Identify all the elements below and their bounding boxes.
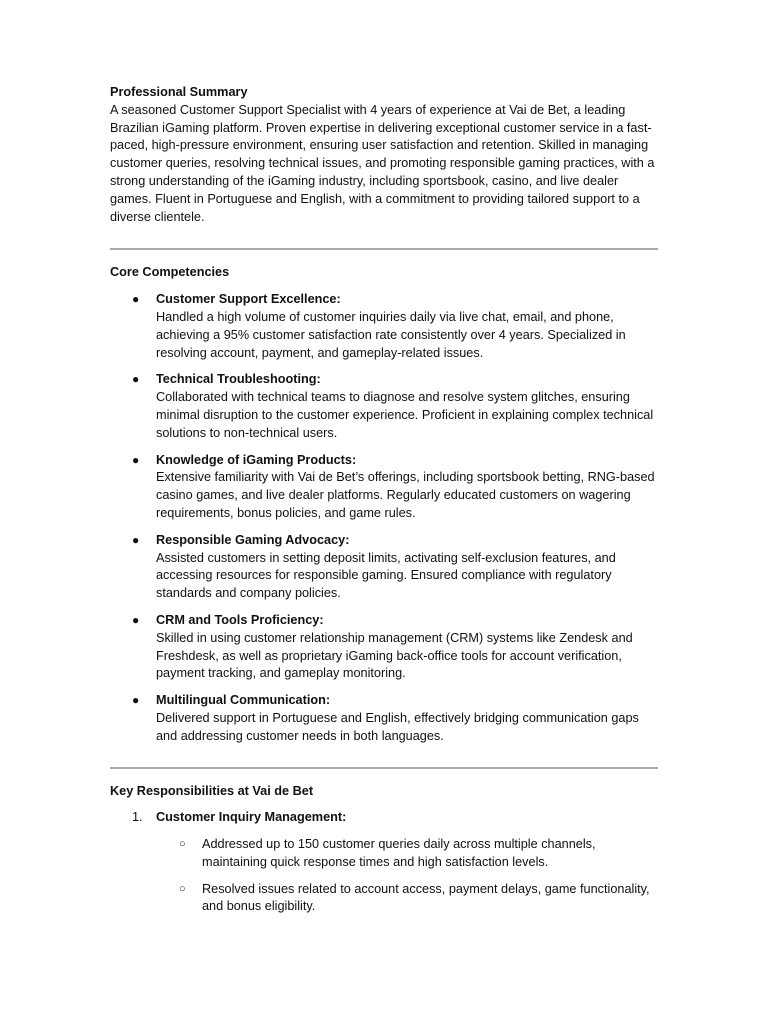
responsibility-points <box>156 836 658 916</box>
list-item <box>110 809 658 916</box>
list-item <box>110 452 658 523</box>
bullet-icon: ● <box>132 372 140 387</box>
competency-title: Technical Troubleshooting: <box>156 372 321 387</box>
competency-text: Handled a high volume of customer inquiries daily via live chat, email, and phone, achieving a 95% customer satisfaction rate consistently over 4 years. Specialized in resolving account, payment, and gameplay-related issues. <box>156 309 626 360</box>
list-item <box>110 291 658 362</box>
competency-text: Collaborated with technical teams to diagnose and resolve system glitches, ensuring minimal disruption to the customer experience. Proficient in explaining complex technical solutions to non-technical users. <box>156 390 654 440</box>
circle-bullet-icon: ○ <box>179 838 186 851</box>
competency-text: Assisted customers in setting deposit limits, activating self-exclusion features, and accessing resources for responsible gaming. Ensured compliance with regulatory standards and company policies. <box>156 550 616 601</box>
list-item <box>110 692 658 745</box>
competency-text: Delivered support in Portuguese and English, effectively bridging communication gaps and addressing customer needs in both languages. <box>156 710 639 743</box>
list-item <box>110 836 658 872</box>
key-responsibilities-section <box>110 783 658 917</box>
professional-summary-section <box>110 84 658 226</box>
core-competencies-section <box>110 264 658 745</box>
competency-title: Multilingual Communication: <box>156 693 331 708</box>
responsibility-point: Addressed up to 150 customer queries daily across multiple channels, maintaining quick response times and high satisfaction levels. <box>202 837 596 869</box>
competencies-list <box>110 291 658 745</box>
competency-title: Knowledge of iGaming Products: <box>156 452 357 467</box>
competency-text: Skilled in using customer relationship management (CRM) systems like Zendesk and Freshdesk, as well as proprietary iGaming back-office tools for account verification, payment tracking, and gameplay monitoring. <box>156 630 633 681</box>
professional-summary-heading: Professional Summary <box>110 85 248 99</box>
bullet-icon: ● <box>132 452 140 467</box>
core-competencies-heading: Core Competencies <box>110 265 230 280</box>
circle-bullet-icon: ○ <box>179 882 186 895</box>
bullet-icon: ● <box>132 292 140 307</box>
competency-text: Extensive familiarity with Vai de Bet’s offerings, including sportsbook betting, RNG-based casino games, and live dealer platforms. Regularly educated customers on wagering requirements, bonus policies, and game rules. <box>156 470 655 520</box>
professional-summary-text: A seasoned Customer Support Specialist with 4 years of experience at Vai de Bet, a leading Brazilian iGaming platform. Proven expertise in delivering exceptional customer service in a fast-paced, high-pressure environment, ensuring user satisfaction and retention. Skilled in managing customer queries, resolving technical issues, and promoting responsible gaming practices, with a strong understanding of the iGaming industry, including sportsbook, casino, and live dealer games. Fluent in Portuguese and English, with a commitment to providing tailored support to a diverse clientele. <box>110 102 655 224</box>
responsibility-point: Resolved issues related to account access, payment delays, game functionality, and bonus eligibility. <box>202 881 650 914</box>
competency-title: CRM and Tools Proficiency: <box>156 612 324 627</box>
list-item <box>110 881 658 917</box>
responsibilities-list <box>110 809 658 916</box>
list-item <box>110 532 658 603</box>
bullet-icon: ● <box>132 612 140 627</box>
competency-title: Responsible Gaming Advocacy: <box>156 532 350 547</box>
bullet-icon: ● <box>132 532 140 547</box>
list-item <box>110 612 658 683</box>
item-number: 1. <box>132 810 143 825</box>
responsibility-title: Customer Inquiry Management: <box>156 810 347 825</box>
list-item <box>110 371 658 442</box>
bullet-icon: ● <box>132 693 140 708</box>
key-responsibilities-heading: Key Responsibilities at Vai de Bet <box>110 783 314 798</box>
competency-title: Customer Support Excellence: <box>156 292 341 307</box>
resume-content <box>110 84 658 916</box>
